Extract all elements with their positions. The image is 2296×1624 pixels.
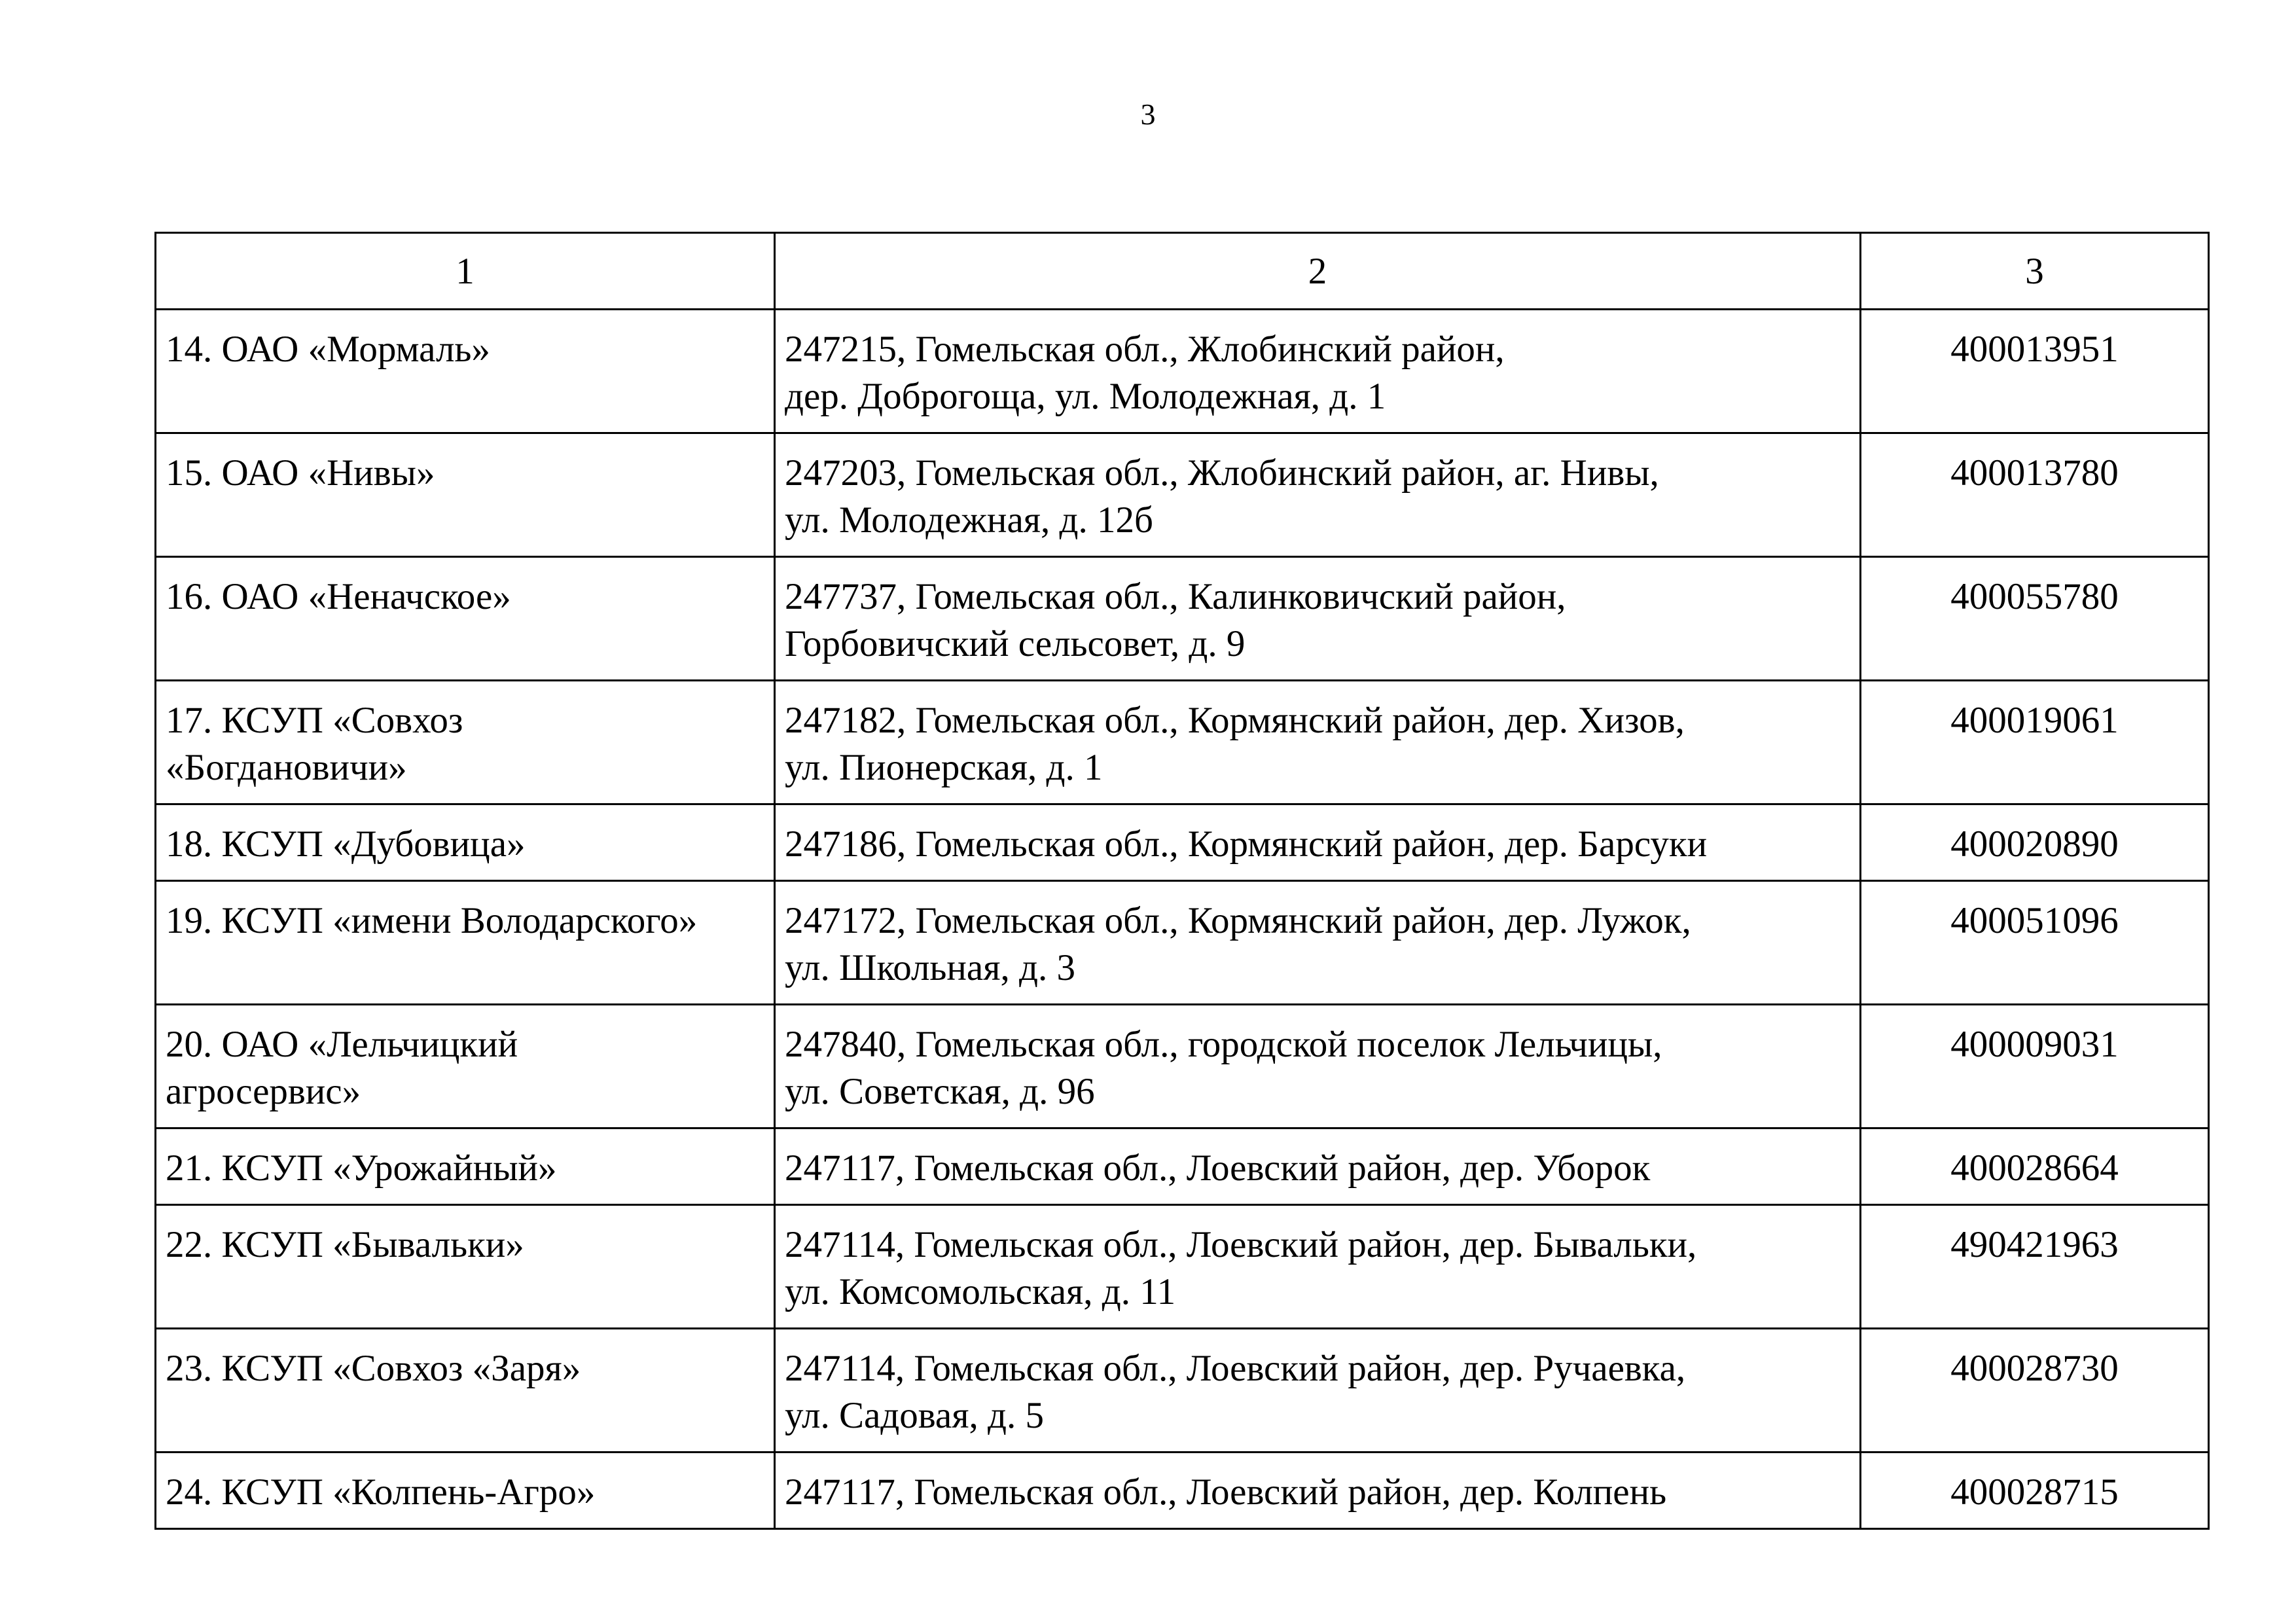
organization-name-line: 23. КСУП «Совхоз «Заря» (166, 1348, 581, 1389)
table-row (156, 681, 2209, 804)
table-row (156, 1329, 2209, 1453)
organization-name-line: 14. ОАО «Мормаль» (166, 329, 490, 370)
organization-name-line: агросервис» (166, 1071, 361, 1112)
organization-name-cell (156, 681, 775, 804)
code-cell: 400028664 (1861, 1128, 2209, 1205)
address-line: дер. Доброгоща, ул. Молодежная, д. 1 (785, 376, 1386, 417)
organization-name-cell (156, 1453, 775, 1529)
table-row (156, 310, 2209, 433)
address-cell (775, 1128, 1861, 1205)
address-cell (775, 681, 1861, 804)
address-line: ул. Советская, д. 96 (785, 1071, 1095, 1112)
address-cell (775, 1005, 1861, 1128)
address-line: ул. Пионерская, д. 1 (785, 747, 1103, 788)
organization-name-cell (156, 1205, 775, 1329)
table-row (156, 881, 2209, 1005)
address-line: 247114, Гомельская обл., Лоевский район, дер. Ручаевка, (785, 1348, 1686, 1389)
organization-name-cell (156, 433, 775, 557)
organization-name-cell (156, 1128, 775, 1205)
organizations-table (154, 232, 2210, 1530)
address-line: ул. Школьная, д. 3 (785, 947, 1075, 988)
table-row (156, 804, 2209, 881)
address-line: 247840, Гомельская обл., городской поселок Лельчицы, (785, 1024, 1662, 1065)
address-line: 247117, Гомельская обл., Лоевский район, дер. Уборок (785, 1147, 1651, 1189)
code-cell: 400019061 (1861, 681, 2209, 804)
code-cell: 400013780 (1861, 433, 2209, 557)
address-cell (775, 310, 1861, 433)
organization-name-cell (156, 804, 775, 881)
column-header-3: 3 (1861, 233, 2209, 310)
address-line: 247182, Гомельская обл., Кормянский район, дер. Хизов, (785, 700, 1685, 741)
organization-name-line: 18. КСУП «Дубовица» (166, 823, 526, 865)
address-line: ул. Садовая, д. 5 (785, 1395, 1044, 1436)
organization-name-cell (156, 881, 775, 1005)
organization-name-line: 15. ОАО «Нивы» (166, 452, 435, 494)
organization-name-line: 24. КСУП «Колпень-Агро» (166, 1471, 596, 1513)
code-cell: 400051096 (1861, 881, 2209, 1005)
column-header-2: 2 (775, 233, 1861, 310)
address-line: 247186, Гомельская обл., Кормянский район, дер. Барсуки (785, 823, 1708, 865)
code-cell: 400028715 (1861, 1453, 2209, 1529)
code-cell: 400028730 (1861, 1329, 2209, 1453)
organization-name-line: 19. КСУП «имени Володарского» (166, 900, 698, 941)
address-cell (775, 881, 1861, 1005)
organization-name-line: 20. ОАО «Лельчицкий (166, 1024, 518, 1065)
address-line: ул. Молодежная, д. 12б (785, 499, 1153, 541)
address-cell (775, 804, 1861, 881)
table-row (156, 1205, 2209, 1329)
code-cell: 400055780 (1861, 557, 2209, 681)
organization-name-line: 22. КСУП «Бывальки» (166, 1224, 524, 1265)
address-cell (775, 1329, 1861, 1453)
table-row (156, 1005, 2209, 1128)
address-line: 247172, Гомельская обл., Кормянский район, дер. Лужок, (785, 900, 1691, 941)
organization-name-cell (156, 1005, 775, 1128)
table-row (156, 433, 2209, 557)
address-line: 247114, Гомельская обл., Лоевский район, дер. Бывальки, (785, 1224, 1697, 1265)
code-cell: 490421963 (1861, 1205, 2209, 1329)
address-cell (775, 557, 1861, 681)
organization-name-line: 17. КСУП «Совхоз (166, 700, 463, 741)
address-line: ул. Комсомольская, д. 11 (785, 1271, 1176, 1312)
address-line: 247215, Гомельская обл., Жлобинский район, (785, 329, 1505, 370)
address-cell (775, 1205, 1861, 1329)
organization-name-cell (156, 557, 775, 681)
address-cell (775, 433, 1861, 557)
table-row (156, 1453, 2209, 1529)
table-row (156, 557, 2209, 681)
organization-name-line: 16. ОАО «Неначское» (166, 576, 511, 617)
column-header-1: 1 (156, 233, 775, 310)
address-line: 247737, Гомельская обл., Калинковичский район, (785, 576, 1566, 617)
address-cell (775, 1453, 1861, 1529)
address-line: 247117, Гомельская обл., Лоевский район, дер. Колпень (785, 1471, 1667, 1513)
table-header-row (156, 233, 2209, 310)
address-line: 247203, Гомельская обл., Жлобинский район, аг. Нивы, (785, 452, 1659, 494)
code-cell: 400013951 (1861, 310, 2209, 433)
code-cell: 400020890 (1861, 804, 2209, 881)
address-line: Горбовичский сельсовет, д. 9 (785, 623, 1246, 664)
organization-name-line: «Богдановичи» (166, 747, 407, 788)
organization-name-line: 21. КСУП «Урожайный» (166, 1147, 557, 1189)
table-row (156, 1128, 2209, 1205)
organization-name-cell (156, 1329, 775, 1453)
organization-name-cell (156, 310, 775, 433)
page-number: 3 (1140, 98, 1156, 131)
code-cell: 400009031 (1861, 1005, 2209, 1128)
